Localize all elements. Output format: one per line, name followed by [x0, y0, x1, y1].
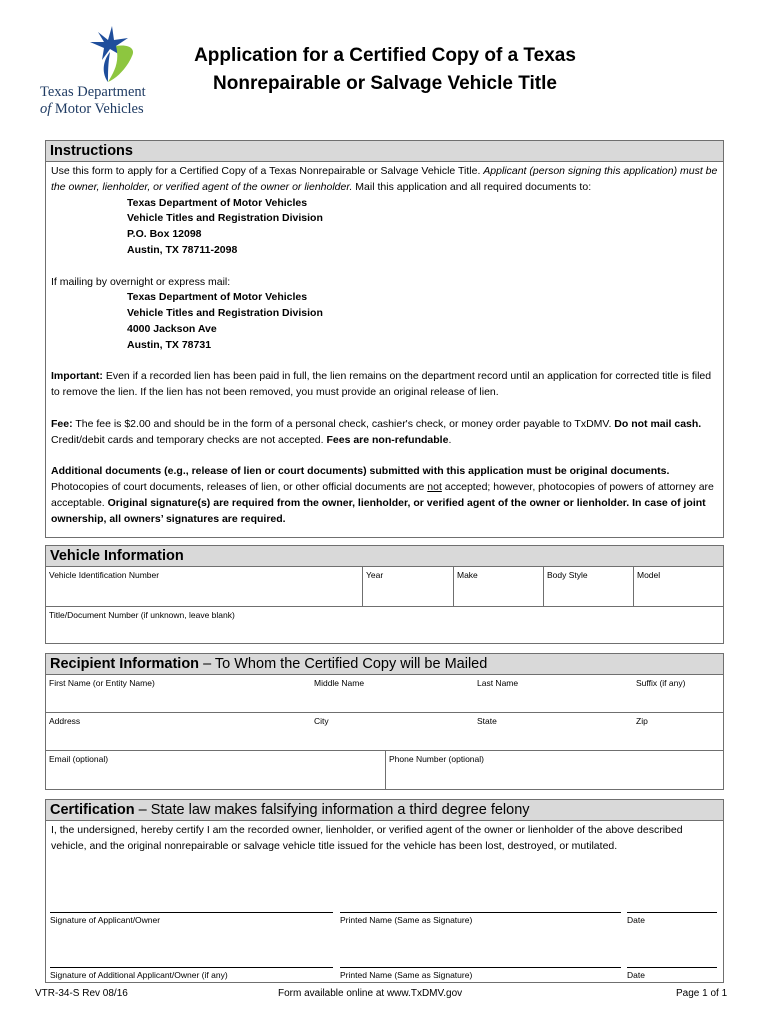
certification-section [45, 799, 724, 983]
page-number: Page 1 of 1 [676, 988, 728, 999]
vin-field[interactable]: Vehicle Identification Number [49, 570, 160, 580]
certification-text: I, the undersigned, hereby certify I am the recorded owner, lienholder, or verified agent of the owner or lienholder of the above described vehicle, and the original nonrepairable or salvage vehicle title issued for the vehicle has been lost, destroyed, or mutilated. [51, 824, 683, 852]
last-name-field[interactable]: Last Name [477, 678, 519, 688]
vehicle-heading: Vehicle Information [46, 546, 723, 567]
date-additional-line[interactable]: Date [627, 967, 717, 980]
model-field[interactable]: Model [633, 567, 723, 606]
signature-additional-line[interactable]: Signature of Additional Applicant/Owner (if any) [50, 967, 333, 980]
important-note: Important: Even if a recorded lien has been paid in full, the lien remains on the department record until an application for corrected title is filed to remove the lien. If the lien has not been removed, you must provide an original release of lien. [51, 370, 712, 399]
state-field[interactable]: State [477, 716, 497, 726]
signature-applicant-line[interactable]: Signature of Applicant/Owner [50, 912, 333, 925]
email-field[interactable]: Email (optional) [49, 754, 109, 764]
additional-documents-note: Additional documents (e.g., release of lien or court documents) submitted with this application must be original documents. Photocopies of court documents, releases of lien, or other official documents are not accepted; however, photocopies of powers of attorney are acceptable. Original signature(s) are required from the owner, lienholder, or verified agent of the owner or lienholder. In case of joint ownership, all owners’ signatures are required. [51, 465, 714, 525]
overnight-address: Texas Department of Motor Vehicles Vehicle Titles and Registration Division 4000 Jackson Ave Austin, TX 78731 [127, 291, 323, 351]
vehicle-information-section [45, 545, 724, 644]
certification-heading: Certification – State law makes falsifying information a third degree felony [46, 800, 723, 821]
middle-name-field[interactable]: Middle Name [314, 678, 365, 688]
title-number-field[interactable]: Title/Document Number (if unknown, leave blank) [49, 610, 235, 620]
printed-name-line[interactable]: Printed Name (Same as Signature) [340, 912, 621, 925]
instructions-intro: Use this form to apply for a Certified Copy of a Texas Nonrepairable or Salvage Vehicle Title. Applicant (person signing this application) must be the owner, lienholder, or verified agent of the owner or lienholder. Mail this application and all required documents to: [51, 165, 718, 193]
form-online-link[interactable]: Form available online at www.TxDMV.gov [278, 988, 463, 999]
fee-note: Fee: The fee is $2.00 and should be in the form of a personal check, cashier's check, or money order payable to TxDMV. Do not mail cash. Credit/debit cards and temporary checks are not accepted. Fees are non-refundable. [51, 417, 702, 446]
txdmv-logo [40, 22, 180, 120]
first-name-field[interactable]: First Name (or Entity Name) [49, 678, 155, 688]
year-field[interactable]: Year [362, 567, 453, 606]
mailing-address: Texas Department of Motor Vehicles Vehicle Titles and Registration Division P.O. Box 12098 Austin, TX 78711-2098 [127, 196, 323, 256]
instructions-heading: Instructions [46, 141, 723, 162]
zip-field[interactable]: Zip [636, 716, 648, 726]
overnight-label: If mailing by overnight or express mail: [51, 275, 231, 288]
instructions-body [46, 162, 723, 527]
instructions-section [45, 140, 724, 538]
recipient-heading: Recipient Information – To Whom the Certified Copy will be Mailed [46, 654, 723, 675]
form-id: VTR-34-S Rev 08/16 [35, 988, 128, 999]
date-line[interactable]: Date [627, 912, 717, 925]
city-field[interactable]: City [314, 716, 329, 726]
phone-field[interactable]: Phone Number (optional) [385, 751, 723, 789]
address-field[interactable]: Address [49, 716, 81, 726]
logo-wordmark: Texas Department of Motor Vehicles [40, 84, 146, 117]
page-title: Application for a Certified Copy of a Texas Nonrepairable or Salvage Vehicle Title [194, 45, 576, 94]
star-icon [78, 22, 148, 84]
body-style-field[interactable]: Body Style [543, 567, 633, 606]
make-field[interactable]: Make [453, 567, 543, 606]
printed-name-additional-line[interactable]: Printed Name (Same as Signature) [340, 967, 621, 980]
suffix-field[interactable]: Suffix (if any) [636, 678, 686, 688]
recipient-information-section [45, 653, 724, 790]
